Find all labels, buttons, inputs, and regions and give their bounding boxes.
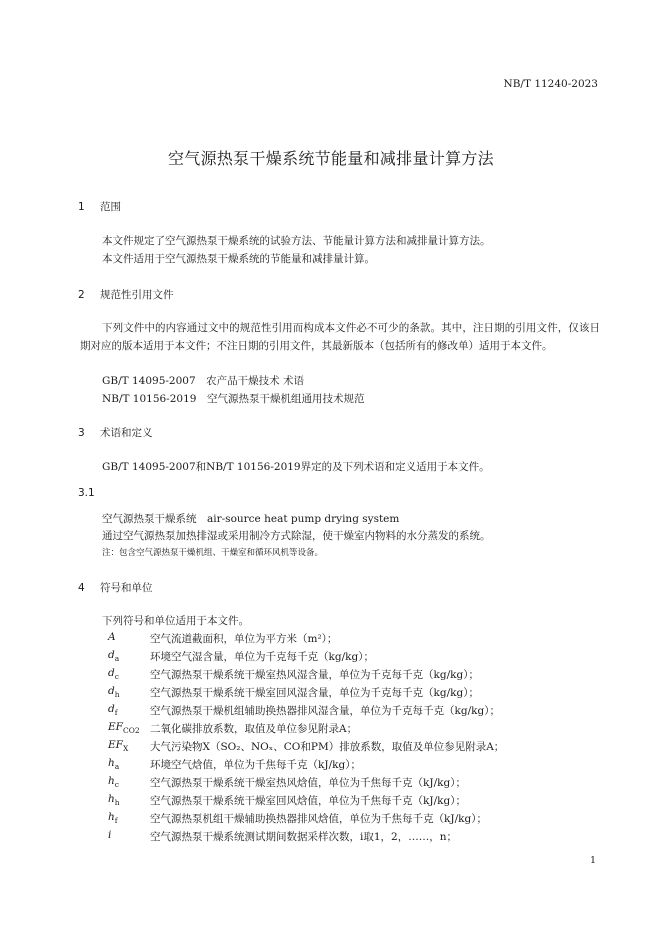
symbol-description: 二氧化碳排放系数，取值及单位参见附录A； [150,723,358,735]
symbol-description: 空气源热泵干燥系统干燥室回风湿含量，单位为千克每千克（kg/kg）； [150,687,479,699]
normative-references-paragraph: 下列文件中的内容通过文中的规范性引用而构成本文件必不可少的条款。其中，注日期的引用文件，仅该日期对应的版本适用于本文件；不注日期的引用文件，其最新版本（包括所有的修改单）适用于本文件。 [80,322,600,352]
symbol: $EF_{CO2}$ [108,721,140,736]
symbol-description: 空气源热泵干燥系统测试期间数据采样次数，i取1，2，……，n； [150,831,457,843]
symbol: $EF_X$ [108,739,129,754]
section-2-heading [78,287,174,302]
term-english: air-source heat pump drying system [207,513,400,525]
section-title: 规范性引用文件 [100,289,174,301]
section-1-heading [78,199,121,214]
symbol-description: 大气污染物X（SO₂、NOₓ、CO和PM）排放系数，取值及单位参见附录A； [150,741,505,753]
page-number: 1 [589,855,596,866]
symbol-description: 空气源热泵干燥系统干燥室热风湿含量，单位为千克每千克（kg/kg）； [150,669,479,681]
term-note: 注：包含空气源热泵干燥机组、干燥室和循环风机等设备。 [102,548,324,558]
section-title: 符号和单位 [100,582,153,594]
symbol: $d_h$ [108,685,120,700]
symbol: $h_a$ [108,757,120,772]
section-title: 术语和定义 [100,427,153,439]
term-definition: 通过空气源热泵加热排湿或采用制冷方式除湿，使干燥室内物料的水分蒸发的系统。 [102,530,491,542]
section-number: 3 [78,427,85,439]
term-chinese: 空气源热泵干燥系统 [102,513,197,525]
terms-paragraph: GB/T 14095-2007和NB/T 10156-2019界定的及下列术语和定义适用于本文件。 [102,461,490,473]
subsection-number: 3.1 [78,487,95,499]
reference-item: NB/T 10156-2019 空气源热泵干燥机组通用技术规范 [102,393,365,405]
section-number: 4 [78,582,85,594]
symbol-description: 空气源热泵干燥系统干燥室热风焓值，单位为千焦每千克（kJ/kg）； [150,777,466,789]
section-number: 2 [78,289,85,301]
symbol-description: 空气流道截面积，单位为平方米（m²）； [150,633,338,645]
symbol: $d_c$ [108,667,119,682]
symbol: $d_a$ [108,649,120,664]
symbol-description: 空气源热泵干燥机组辅助换热器排风湿含量，单位为千克每千克（kg/kg）； [150,705,500,717]
symbol-description: 环境空气焓值，单位为千焦每千克（kJ/kg）； [150,759,361,771]
scope-paragraph-1: 本文件规定了空气源热泵干燥系统的试验方法、节能量计算方法和减排量计算方法。 [102,235,491,247]
symbols-intro: 下列符号和单位适用于本文件。 [102,615,249,627]
section-4-heading [78,580,153,595]
section-3-heading [78,425,153,440]
symbol: $h_f$ [108,811,118,826]
scope-paragraph-2: 本文件适用于空气源热泵干燥系统的节能量和减排量计算。 [102,253,375,265]
symbol: $h_h$ [108,793,120,808]
symbol: $d_f$ [108,703,118,718]
symbol-description: 空气源热泵机组干燥辅助换热器排风焓值，单位为千焦每千克（kJ/kg）； [150,813,487,825]
symbol-description: 空气源热泵干燥系统干燥室回风焓值，单位为千焦每千克（kJ/kg）； [150,795,466,807]
symbol-description: 环境空气湿含量，单位为千克每千克（kg/kg）； [150,651,374,663]
standard-number: NB/T 11240-2023 [503,78,598,90]
term-entry [102,511,399,526]
reference-item: GB/T 14095-2007 农产品干燥技术 术语 [102,375,304,387]
section-number: 1 [78,201,85,213]
document-title: 空气源热泵干燥系统节能量和减排量计算方法 [167,149,494,168]
section-title: 范围 [100,201,121,213]
symbol: $h_c$ [108,775,119,790]
symbol: A [108,631,116,643]
symbol: i [108,829,112,841]
